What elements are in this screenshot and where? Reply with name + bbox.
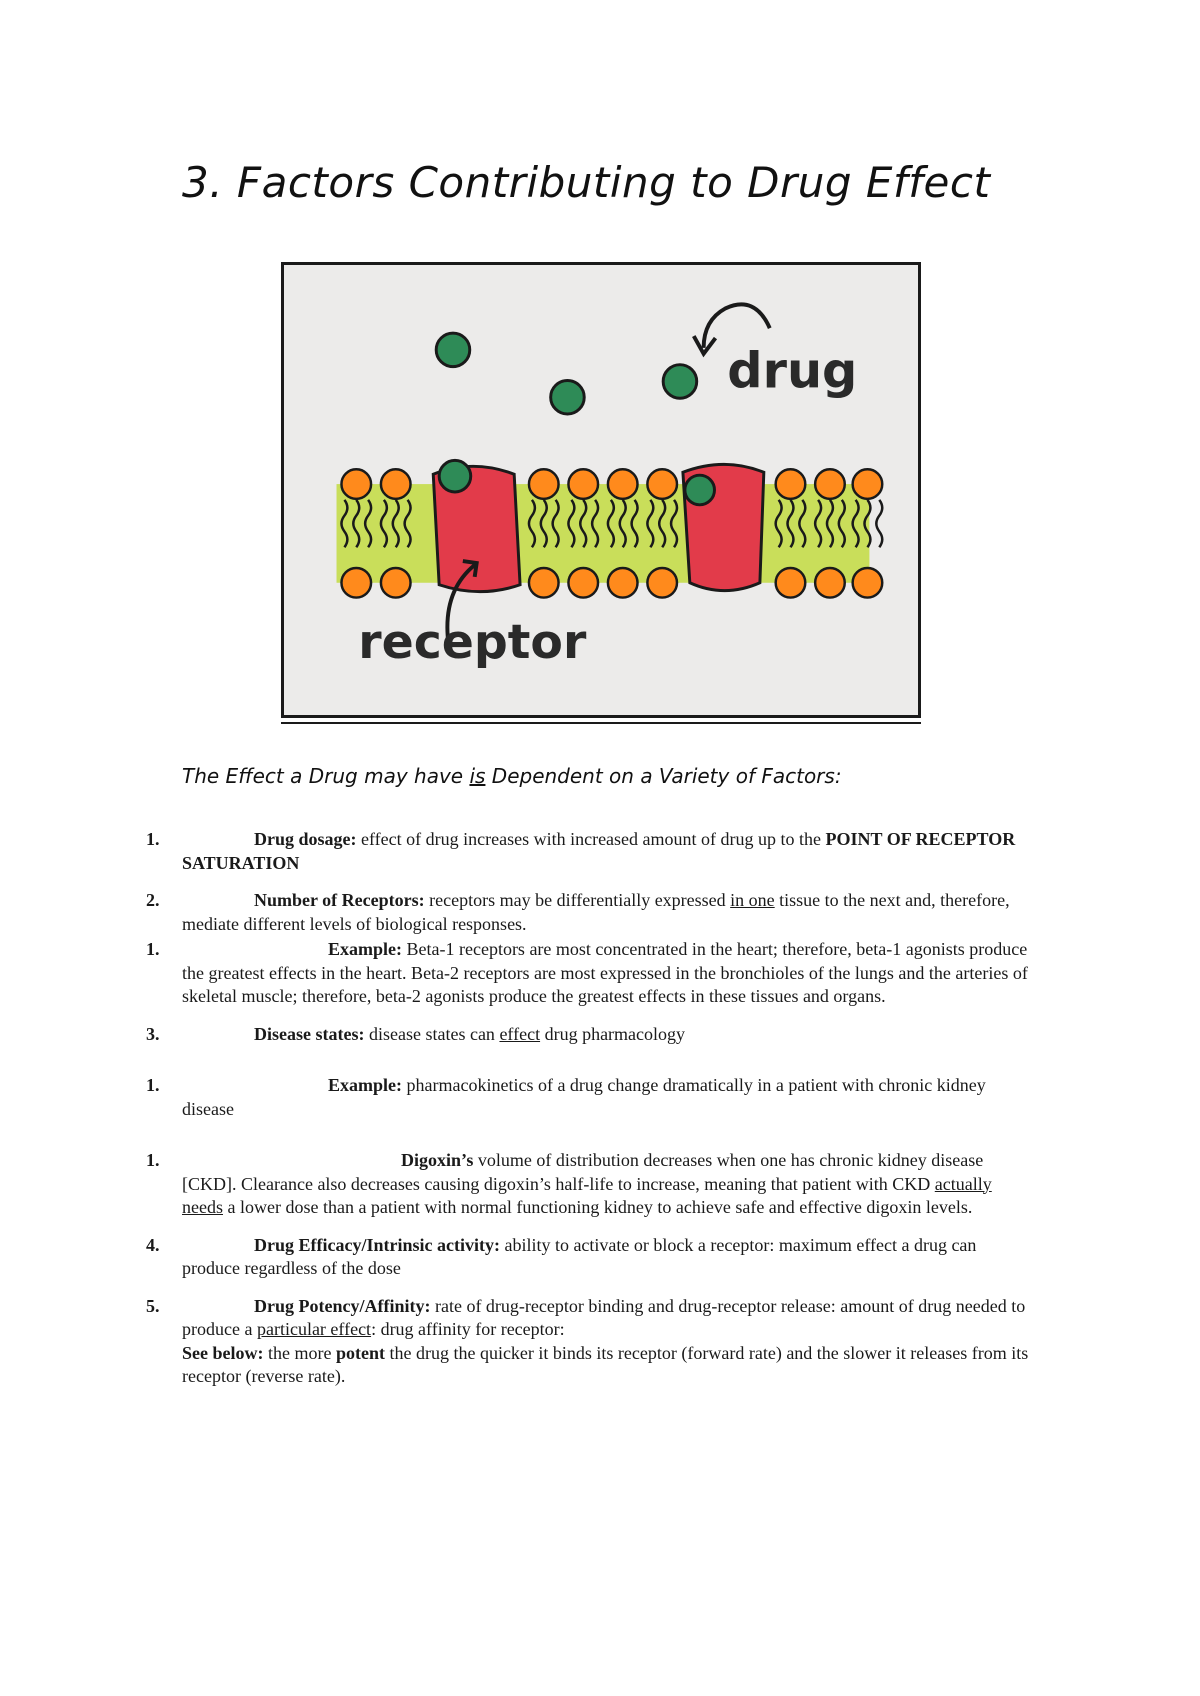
item-text: drug pharmacology [540,1023,686,1044]
lipid-head [815,568,845,598]
item-label: Digoxin’s [401,1150,474,1170]
list-item [0,1149,1200,1220]
figure-underline [281,722,921,724]
lipid-head [529,568,559,598]
drug-molecule [551,380,585,414]
item-text: ability to activate or block a receptor: maximum effect a drug can produce regardless of the dose [182,1234,977,1278]
item-number: 1. [146,1150,160,1170]
lipid-head [608,568,638,598]
item-emphasis: POINT OF RECEPTOR SATURATION [182,829,1016,873]
item-text: volume of distribution decreases when one has chronic kidney disease [CKD]. Clearance also decreases causing digoxin’s half-life to increase, meaning that patient with CKD [182,1150,984,1194]
receptor-label: receptor [358,614,587,670]
drug-molecule-bound [439,460,471,492]
item-label: Drug Efficacy/Intrinsic activity: [254,1234,500,1255]
item-underlined: actually needs [182,1173,992,1217]
drug-label: drug [727,341,858,400]
drug-molecule [436,333,470,367]
list-item [0,938,1200,1009]
lipid-head [341,469,371,499]
item-number: 1. [146,1075,160,1095]
item-text: rate of drug-receptor binding and drug-receptor release: amount of drug needed to produce a [182,1295,1026,1339]
lipid-head [853,469,883,499]
item-number: 2. [146,890,160,910]
item-number: 5. [146,1295,160,1316]
lipid-head [853,568,883,598]
lipid-head [381,568,411,598]
list-item [0,1023,1200,1047]
lipid-head [529,469,559,499]
item-underlined: effect [499,1023,541,1044]
item-label: Drug dosage: [254,829,357,849]
item-text: the drug the quicker it binds its receptor (forward rate) and the slower it releases from its receptor (reverse rate). [182,1342,1029,1386]
lipid-head [568,469,598,499]
list-item [0,1295,1200,1389]
lipid-head [776,568,806,598]
lipid-head [381,469,411,499]
lipid-tail [876,500,882,547]
item-number: 1. [146,939,160,959]
item-underlined: in one [730,890,775,910]
item-number: 1. [146,829,160,849]
item-underlined: particular effect [256,1319,372,1339]
item-emphasis: potent [335,1342,385,1363]
item-label: Example: [328,1075,402,1095]
item-text: receptors may be differentially expressed [424,890,731,910]
list-item [0,889,1200,936]
item-label: Example: [328,939,402,959]
see-below-label: See below: [182,1342,264,1363]
item-label: Number of Receptors: [254,890,425,910]
lipid-head [341,568,371,598]
item-text: the more [263,1342,336,1363]
membrane-receptor-figure [281,262,921,718]
item-text: : drug affinity for receptor: [371,1319,565,1339]
list-item [0,1074,1200,1121]
item-text: tissue to the next and, therefore, mediate different levels of biological responses. [182,890,1010,934]
subtitle-text: The Effect a Drug may have [182,764,470,788]
subtitle-underlined: is [469,764,486,788]
drug-molecule [663,365,697,399]
item-label: Drug Potency/Affinity: [254,1295,431,1316]
lipid-head [776,469,806,499]
item-text: Beta-1 receptors are most concentrated in the heart; therefore, beta-1 agonists produce the greatest effects in the heart. Beta-2 receptors are most expressed in the bronchioles of the lungs and the arteries of skeletal muscle; therefore, beta-2 agonists produce the greatest effects in these tissues and organs. [182,939,1028,1006]
page-title: 3. Factors Contributing to Drug Effect [182,158,991,207]
item-text: disease states can [364,1023,500,1044]
membrane-illustration [284,265,918,715]
subtitle-text: Dependent on a Variety of Factors: [485,764,842,788]
lipid-head [647,568,677,598]
item-number: 3. [146,1023,160,1044]
factor-list [0,828,1200,1403]
list-item [0,1234,1200,1281]
lipid-head [568,568,598,598]
item-text: effect of drug increases with increased amount of drug up to the [356,829,826,849]
lipid-head [647,469,677,499]
item-number: 4. [146,1234,160,1255]
list-item [0,828,1200,875]
item-label: Disease states: [254,1023,365,1044]
lipid-head [815,469,845,499]
item-text: pharmacokinetics of a drug change dramatically in a patient with chronic kidney disease [182,1075,986,1119]
section-subtitle [182,764,842,788]
lipid-head [608,469,638,499]
drug-molecule-bound [685,475,715,505]
item-text: a lower dose than a patient with normal functioning kidney to achieve safe and effective digoxin levels. [222,1197,973,1217]
